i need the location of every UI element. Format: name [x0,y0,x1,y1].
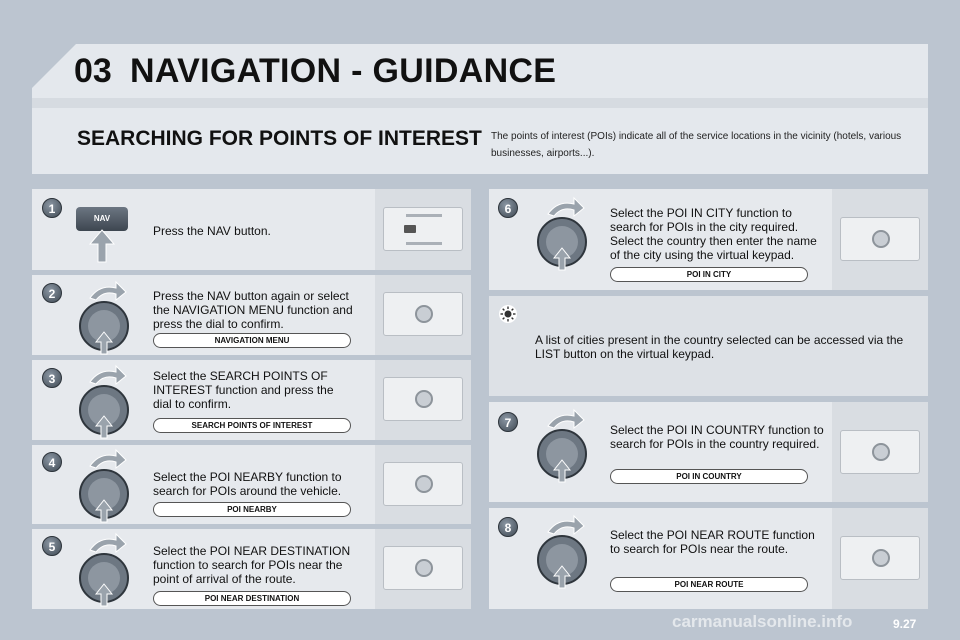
step-6-badge: 6 [498,198,518,218]
chapter-number: 03 [74,52,112,90]
radio-picture [375,189,471,270]
step-4-label: POI NEARBY [153,502,351,517]
step-6-label: POI IN CITY [610,267,808,282]
radio-picture [375,275,471,355]
press-arrow-icon [88,228,116,264]
step-7-label: POI IN COUNTRY [610,469,808,484]
dial-icon [534,408,590,484]
step-3-label: SEARCH POINTS OF INTEREST [153,418,351,433]
radio-unit [840,217,920,261]
step-3-text: Select the SEARCH POINTS OF INTEREST function and press the dial to confirm. [153,369,334,411]
radio-unit [840,430,920,474]
page-number: 9.27 [893,617,917,631]
dial-icon [534,196,590,272]
radio-unit [383,377,463,421]
radio-picture [375,360,471,440]
dial-icon [76,364,132,440]
step-1-badge: 1 [42,198,62,218]
radio-picture [832,508,928,609]
step-5-label: POI NEAR DESTINATION [153,591,351,606]
nav-button-icon: NAV [76,207,128,231]
step-5-badge: 5 [42,536,62,556]
radio-unit [383,292,463,336]
radio-picture [832,402,928,502]
radio-unit [383,462,463,506]
dial-icon [534,514,590,590]
step-8-label: POI NEAR ROUTE [610,577,808,592]
lightbulb-icon [498,304,518,324]
dial-icon [76,532,132,608]
header-band [32,98,928,108]
section-subtitle: SEARCHING FOR POINTS OF INTEREST [77,127,482,150]
step-5-text: Select the POI NEAR DESTINATION function to search for POIs near the point of arrival of the route. [153,544,351,586]
tip-text: A list of cities present in the country selected can be accessed via the LIST button on the virtual keypad. [535,333,904,361]
page-title: NAVIGATION - GUIDANCE [130,52,557,90]
nav-key-highlight [404,225,416,233]
step-1-text: Press the NAV button. [153,224,271,238]
step-3-badge: 3 [42,368,62,388]
step-8-text: Select the POI NEAR ROUTE function to search for POIs near the route. [610,528,815,556]
step-2-label: NAVIGATION MENU [153,333,351,348]
dial-icon [76,448,132,524]
watermark: carmanualsonline.info [672,612,853,631]
step-8-badge: 8 [498,517,518,537]
radio-picture [832,189,928,290]
header-corner [32,44,76,88]
dial-icon [76,280,132,356]
radio-unit [383,207,463,251]
step-7-badge: 7 [498,412,518,432]
step-2-badge: 2 [42,283,62,303]
intro-text: The points of interest (POIs) indicate all of the service locations in the vicinity (hotels, various businesses, airports...). [491,131,902,159]
radio-picture [375,529,471,609]
step-7-text: Select the POI IN COUNTRY function to search for POIs in the country required. [610,423,824,451]
radio-unit [840,536,920,580]
radio-picture [375,445,471,524]
step-4-text: Select the POI NEARBY function to search for POIs around the vehicle. [153,470,342,498]
step-6-text: Select the POI IN CITY function to search for POIs in the city required. Select the country then enter the name of the city using the virtual keypad. [610,206,817,262]
step-4-badge: 4 [42,452,62,472]
radio-unit [383,546,463,590]
step-2-text: Press the NAV button again or select the NAVIGATION MENU function and press the dial to confirm. [153,289,353,331]
